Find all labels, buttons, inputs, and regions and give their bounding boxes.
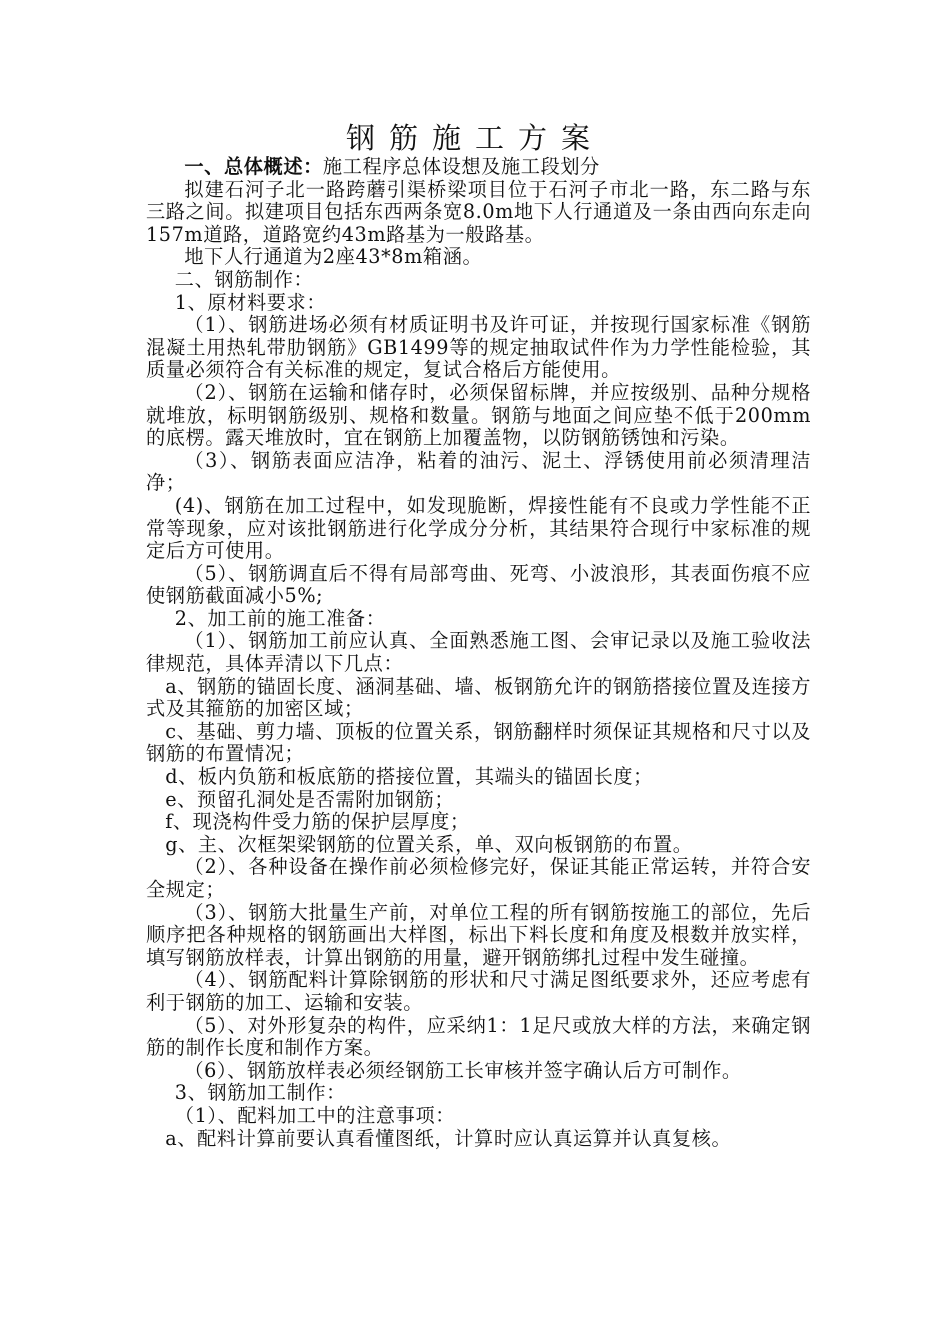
paragraph: 拟建石河子北一路跨蘑引渠桥梁项目位于石河子市北一路，东二路与东三路之间。拟建项目包括东西两条宽8.0m地下人行通道及一条由西向东走向157m道路，道路宽约43m路基为一般路基。	[146, 177, 811, 246]
list-item: g、主、次框架梁钢筋的位置关系，单、双向板钢筋的布置。	[165, 832, 693, 856]
section-heading: 二、钢筋制作：	[174, 267, 314, 291]
paragraph: （2）、各种设备在操作前必须检修完好，保证其能正常运转，并符合安全规定；	[146, 855, 811, 901]
subsection-heading: 3、钢筋加工制作：	[174, 1081, 346, 1105]
list-item: c、基础、剪力墙、顶板的位置关系，钢筋翻样时须保证其规格和尺寸以及钢筋的布置情况；	[146, 719, 811, 766]
paragraph: （3）、钢筋大批量生产前，对单位工程的所有钢筋按施工的部位，先后顺序把各种规格的钢筋画出大样图，标出下料长度和角度及根数并放实样，填写钢筋放样表，计算出钢筋的用量，避开钢筋绑扎过程中发生碰撞。	[146, 900, 811, 969]
paragraph: （2）、钢筋在运输和储存时，必须保留标牌，并应按级别、品种分规格就堆放，标明钢筋级别、规格和数量。钢筋与地面之间应垫不低于200mm的底楞。露天堆放时，宜在钢筋上加覆盖物，以防钢筋锈蚀和污染。	[146, 380, 811, 450]
paragraph: （1）、钢筋进场必须有材质证明书及许可证，并按现行国家标准《钢筋混凝土用热轧带肋钢筋》GB1499等的规定抽取试件作为力学性能检验，其质量必须符合有关标准的规定，复试合格后方能使用。	[146, 313, 811, 382]
document-body	[146, 156, 811, 1150]
document-title: 钢筋施工方案	[345, 121, 604, 155]
section-heading-rest: 施工程序总体设想及施工段划分	[322, 155, 600, 178]
paragraph: （5）、对外形复杂的构件，应采纳1：1足尺或放大样的方法，来确定钢筋的制作长度和制作方案。	[146, 1013, 811, 1060]
paragraph: 地下人行通道为2座43*8m箱涵。	[184, 245, 483, 269]
paragraph: （3）、钢筋表面应洁净，粘着的油污、泥土、浮锈使用前必须清理洁净；	[146, 448, 811, 495]
paragraph: （4）、钢筋配料计算除钢筋的形状和尺寸满足图纸要求外，还应考虑有利于钢筋的加工、运输和安装。	[146, 968, 811, 1014]
section-heading-overview	[146, 156, 811, 179]
subsection-heading: 1、原材料要求：	[174, 290, 327, 314]
paragraph: （1）、配料加工中的注意事项：	[174, 1103, 456, 1127]
paragraph: （6）、钢筋放样表必须经钢筋工长审核并签字确认后方可制作。	[184, 1058, 742, 1082]
list-item: d、板内负筋和板底筋的搭接位置，其端头的锚固长度；	[165, 765, 653, 789]
paragraph: （5）、钢筋调直后不得有局部弯曲、死弯、小波浪形，其表面伤痕不应使钢筋截面减小5%;	[146, 561, 811, 608]
paragraph: （1）、钢筋加工前应认真、全面熟悉施工图、会审记录以及施工验收法律规范，具体弄清以下几点：	[146, 629, 811, 676]
section-heading-lead: 一、总体概述：	[184, 155, 323, 178]
list-item: e、预留孔洞处是否需附加钢筋；	[165, 787, 455, 811]
list-item: f、现浇构件受力筋的保护层厚度；	[165, 810, 470, 834]
paragraph: (4)、钢筋在加工过程中，如发现脆断，焊接性能有不良或力学性能不正常等现象，应对该批钢筋进行化学成分分析，其结果符合现行中家标准的规定后方可使用。	[146, 493, 811, 563]
subsection-heading: 2、加工前的施工准备：	[174, 606, 386, 630]
list-item: a、配料计算前要认真看懂图纸，计算时应认真运算并认真复核。	[165, 1126, 732, 1150]
list-item: a、钢筋的锚固长度、涵洞基础、墙、板钢筋允许的钢筋搭接位置及连接方式及其箍筋的加密区域；	[146, 674, 811, 721]
